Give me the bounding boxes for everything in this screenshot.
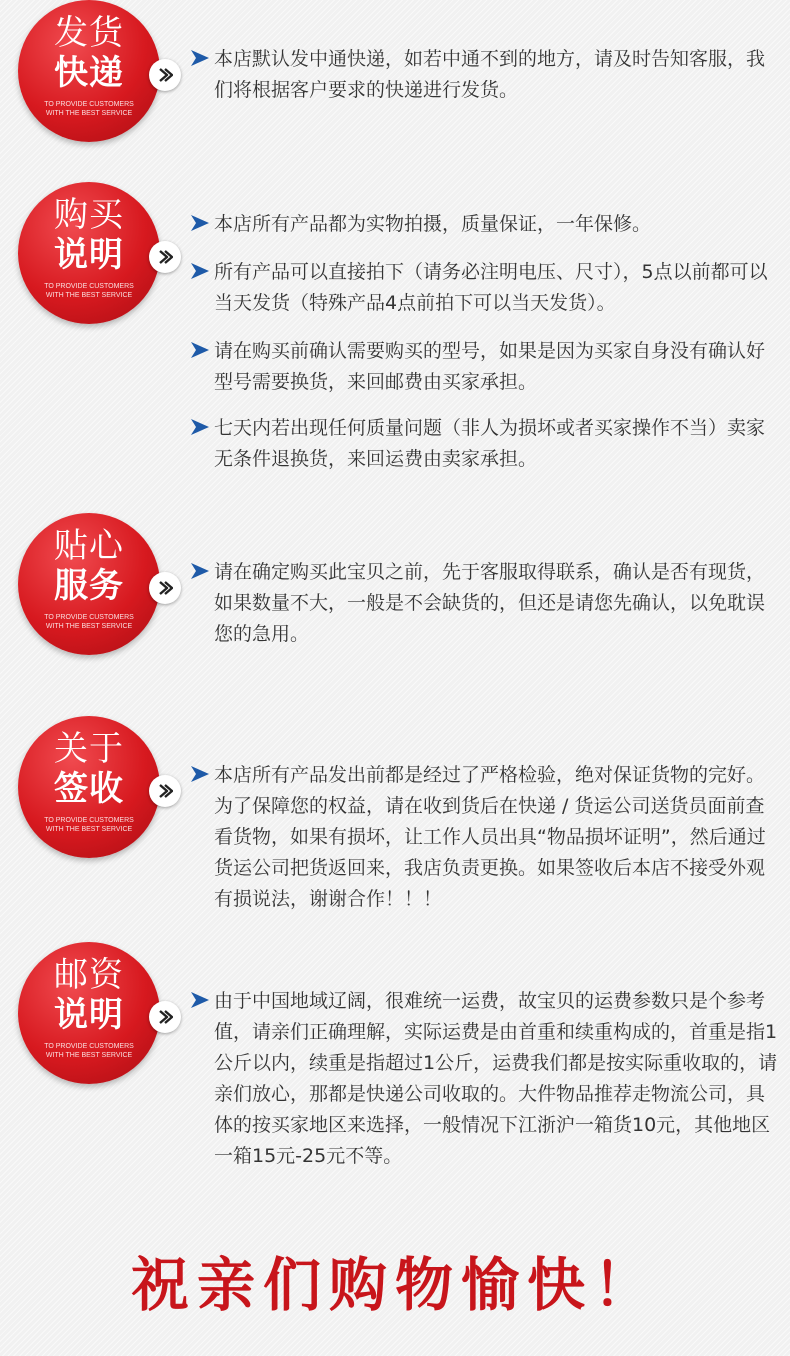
list-item: [190, 760, 780, 915]
section-title-top: 发货: [54, 13, 124, 53]
section-title-bottom: 说明: [54, 995, 124, 1035]
chevron-right-icon: [149, 1001, 181, 1033]
arrow-right-icon: [190, 991, 210, 1009]
section-badge-service: [18, 513, 160, 655]
arrow-right-icon: [190, 214, 210, 232]
section-subtitle: TO PROVIDE CUSTOMERS WITH THE BEST SERVICE: [44, 1043, 134, 1059]
section-title-bottom: 服务: [54, 566, 124, 606]
section-title-bottom: 快递: [54, 53, 124, 93]
arrow-right-icon: [190, 765, 210, 783]
section-badge-signing: [18, 716, 160, 858]
list-item: [190, 413, 780, 475]
chevron-right-icon: [149, 775, 181, 807]
list-item-text: 本店所有产品发出前都是经过了严格检验，绝对保证货物的完好。为了保障您的权益，请在收到货后在快递 / 货运公司送货员面前查看货物，如果有损坏，让工作人员出具“物品损坏证明”，然后通过货运公司把货返回来，我店负责更换。如果签收后本店不接受外观有损说法，谢谢合作！！！: [214, 764, 766, 910]
section-badge-postage: [18, 942, 160, 1084]
arrow-right-icon: [190, 341, 210, 359]
list-item-text: 请在确定购买此宝贝之前，先于客服取得联系，确认是否有现货，如果数量不大，一般是不会缺货的，但还是请您先确认，以免耽误您的急用。: [214, 561, 766, 645]
list-item-text: 请在购买前确认需要购买的型号，如果是因为买家自身没有确认好型号需要换货，来回邮费由买家承担。: [214, 340, 766, 393]
list-item-text: 七天内若出现任何质量问题（非人为损坏或者买家操作不当）卖家无条件退换货，来回运费由卖家承担。: [214, 417, 766, 470]
arrow-right-icon: [190, 418, 210, 436]
section-title-bottom: 说明: [54, 235, 124, 275]
section-badge-shipping: [18, 0, 160, 142]
section-title-top: 邮资: [54, 955, 124, 995]
section-subtitle: TO PROVIDE CUSTOMERS WITH THE BEST SERVICE: [44, 614, 134, 630]
list-item: [190, 209, 780, 240]
list-item-text: 所有产品可以直接拍下（请务必注明电压、尺寸），5点以前都可以当天发货（特殊产品4点前拍下可以当天发货）。: [214, 261, 768, 314]
footer-slogan: 祝亲们购物愉快！: [130, 1251, 659, 1319]
arrow-right-icon: [190, 49, 210, 67]
list-item: [190, 557, 780, 650]
list-item: [190, 336, 780, 398]
list-item-text: 由于中国地域辽阔，很难统一运费，故宝贝的运费参数只是个参考值，请亲们正确理解，实际运费是由首重和续重构成的，首重是指1公斤以内，续重是指超过1公斤，运费我们都是按实际重收取的，请亲们放心，那都是快递公司收取的。大件物品推荐走物流公司，具体的按买家地区来选择，一般情况下江浙沪一箱货10元，其他地区一箱15元-25元不等。: [214, 990, 778, 1167]
section-subtitle: TO PROVIDE CUSTOMERS WITH THE BEST SERVICE: [44, 817, 134, 833]
arrow-right-icon: [190, 562, 210, 580]
arrow-right-icon: [190, 262, 210, 280]
section-subtitle: TO PROVIDE CUSTOMERS WITH THE BEST SERVICE: [44, 283, 134, 299]
list-item: [190, 986, 780, 1172]
section-badge-purchase: [18, 182, 160, 324]
list-item: [190, 257, 780, 319]
list-item-text: 本店所有产品都为实物拍摄，质量保证，一年保修。: [214, 213, 652, 235]
section-title-top: 贴心: [54, 526, 124, 566]
section-title-top: 购买: [54, 195, 124, 235]
chevron-right-icon: [149, 572, 181, 604]
chevron-right-icon: [149, 241, 181, 273]
list-item-text: 本店默认发中通快递，如若中通不到的地方，请及时告知客服，我们将根据客户要求的快递进行发货。: [214, 48, 766, 101]
list-item: [190, 44, 780, 106]
section-title-top: 关于: [54, 729, 124, 769]
chevron-right-icon: [149, 59, 181, 91]
section-title-bottom: 签收: [54, 769, 124, 809]
section-subtitle: TO PROVIDE CUSTOMERS WITH THE BEST SERVICE: [44, 101, 134, 117]
